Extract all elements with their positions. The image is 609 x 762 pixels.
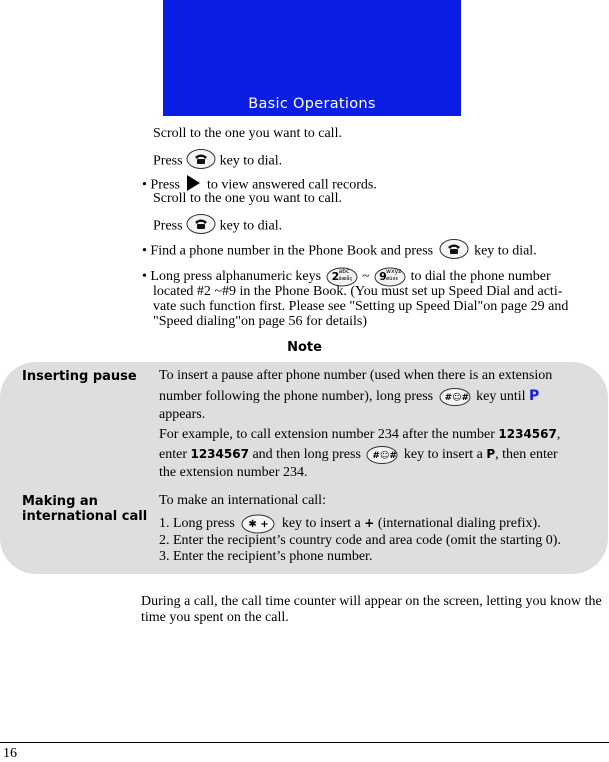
bullet-text: • Find a phone number in the Phone Book and press	[142, 243, 434, 259]
step-text: key to dial.	[219, 218, 283, 234]
bullet-text: • Press	[142, 177, 180, 193]
note-title: Note	[287, 340, 322, 355]
bullet-phone-book	[142, 238, 537, 265]
section-header-banner	[163, 0, 461, 116]
pause-text: For example, to call extension number 234 after the number	[159, 427, 495, 442]
star-key-icon	[238, 513, 278, 535]
pause-text: key to insert a	[403, 447, 483, 463]
hash-key-icon	[437, 387, 473, 407]
bullet-text: to view answered call records.	[206, 177, 377, 193]
intl-line-4: 3. Enter the recipient’s phone number.	[159, 549, 373, 564]
hash-key-label: #☺#	[444, 393, 470, 403]
footer-divider	[0, 742, 609, 743]
section-title: Basic Operations	[248, 96, 376, 112]
call-key-icon	[186, 148, 216, 175]
star-key-label: ✱ +	[248, 519, 269, 530]
pause-text: enter	[159, 447, 187, 463]
bullet-text: key to dial.	[474, 243, 537, 259]
inserting-pause-label: Inserting pause	[22, 369, 137, 384]
pause-text: and then long press	[252, 447, 361, 463]
call-key-icon	[437, 238, 471, 265]
pause-line-4	[159, 426, 560, 443]
key-2-letters: abc	[338, 268, 350, 275]
pause-line-2	[159, 387, 539, 407]
step-scroll-1: Scroll to the one you want to call.	[153, 126, 342, 141]
example-number: 1234567	[190, 447, 249, 462]
key-2-letters-extra: äæåç	[338, 276, 353, 282]
intl-line-3: 2. Enter the recipient’s country code and area code (omit the starting 0).	[159, 533, 561, 548]
step-text: Press	[153, 218, 183, 234]
step-press-dial-2	[153, 213, 282, 240]
pause-symbol-p: P	[486, 447, 496, 462]
intl-text: 1. Long press	[159, 516, 235, 532]
key-2-digit: 2	[331, 270, 340, 283]
intl-call-label-1: Making an	[22, 494, 98, 509]
intl-line-1: To make an international call:	[159, 493, 326, 508]
bullet-speed-dial-line2: located #2 ~#9 in the Phone Book. (You must set up Speed Dial and acti-	[153, 284, 563, 299]
intl-call-label-2: international call	[22, 509, 148, 524]
step-text: key to dial.	[219, 153, 283, 169]
hash-key-label: #☺#	[372, 451, 397, 461]
pause-text: key until	[476, 389, 526, 405]
pause-line-3: appears.	[159, 407, 206, 422]
bullet-speed-dial-line3: vate such function first. Please see "Setting up Speed Dial"on page 29 and	[153, 299, 569, 314]
pause-line-1: To insert a pause after phone number (used when there is an extension	[159, 368, 553, 383]
key-9-letters-extra: øüəɛ	[386, 276, 399, 282]
intl-text: (international dialing prefix).	[377, 516, 541, 532]
page-number: 16	[3, 746, 17, 761]
pause-line-6: the extension number 234.	[159, 465, 308, 480]
pause-text: , then enter	[495, 447, 558, 463]
step-scroll-2: Scroll to the one you want to call.	[153, 191, 342, 206]
pause-text: number following the phone number), long press	[159, 389, 434, 405]
step-press-dial-1	[153, 148, 282, 175]
plus-symbol: +	[364, 516, 375, 531]
bullet-text: to dial the phone number	[410, 269, 551, 285]
bullet-speed-dial-line4: "Speed dialing"on page 56 for details)	[153, 314, 367, 329]
note-box	[0, 362, 608, 574]
call-key-icon	[186, 213, 216, 240]
intl-text: key to insert a	[281, 516, 361, 532]
bullet-text: • Long press alphanumeric keys	[142, 269, 322, 285]
step-text: Press	[153, 153, 183, 169]
hash-key-icon	[364, 445, 400, 465]
key-9-letters: wxyz	[386, 268, 402, 275]
pause-text: ,	[556, 427, 561, 442]
pause-symbol-p: P	[529, 388, 540, 405]
call-timer-paragraph: During a call, the call time counter will appear on the screen, letting you know the time you spent on the call.	[141, 594, 602, 625]
intl-line-2	[159, 513, 541, 535]
example-number: 1234567	[498, 427, 557, 441]
pause-line-5	[159, 445, 558, 465]
key-9-digit: 9	[379, 270, 387, 283]
tilde: ~	[362, 269, 370, 285]
